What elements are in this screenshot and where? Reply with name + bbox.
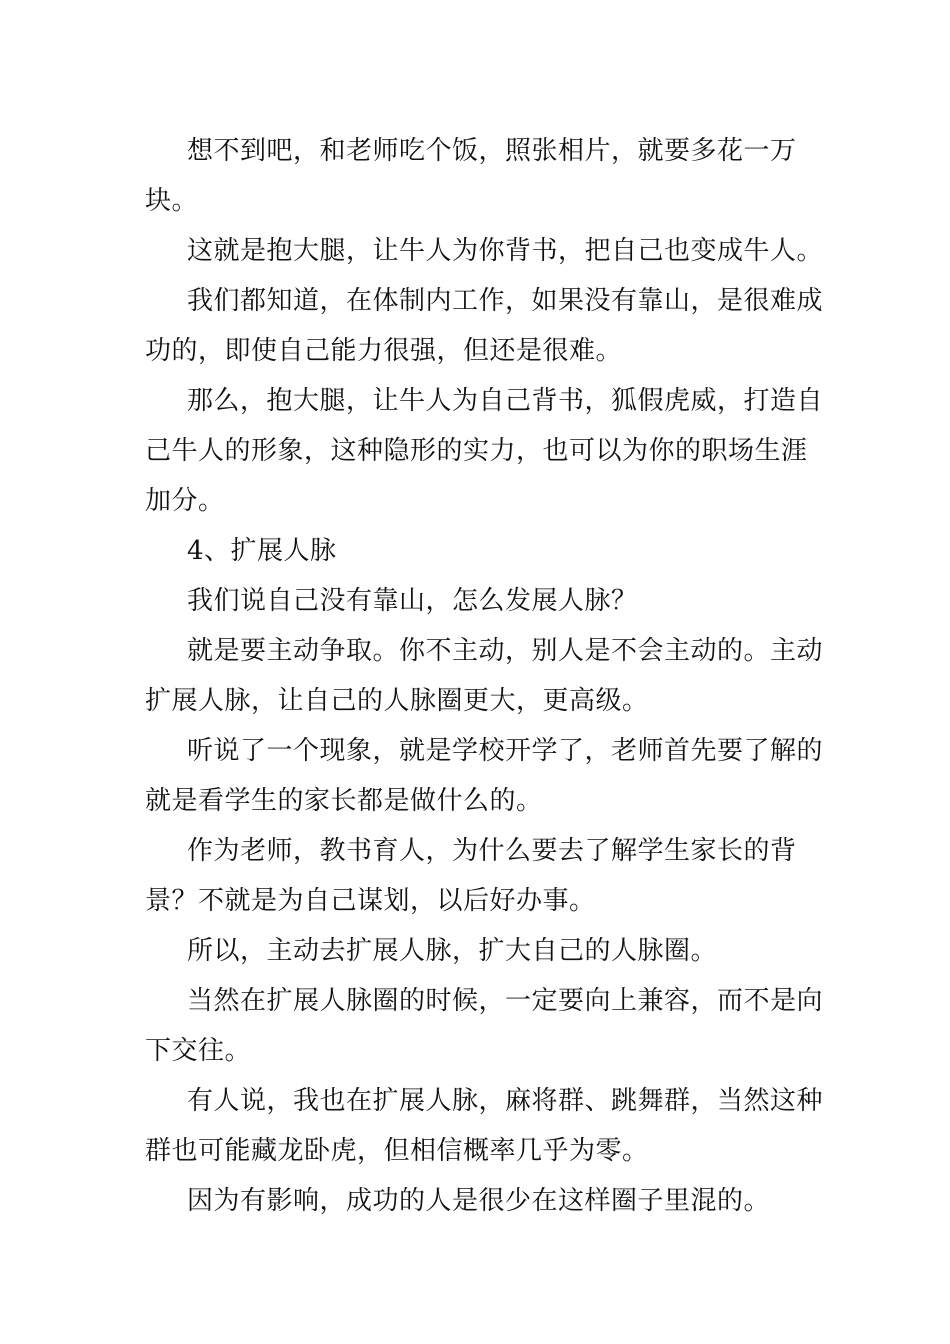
paragraph-10: 当然在扩展人脉圈的时候，一定要向上兼容，而不是向下交往。 [145, 986, 824, 1066]
paragraph-12: 因为有影响，成功的人是很少在这样圈子里混的。 [187, 1186, 771, 1216]
section-heading: 4、扩展人脉 [187, 536, 337, 566]
paragraph-1: 想不到吧，和老师吃个饭，照张相片，就要多花一万块。 [145, 136, 797, 216]
paragraph-9: 所以，主动去扩展人脉，扩大自己的人脉圈。 [187, 936, 718, 966]
paragraph-4: 那么，抱大腿，让牛人为自己背书，狐假虎威，打造自己牛人的形象，这种隐形的实力，也可以为你的职场生涯加分。 [145, 386, 824, 516]
paragraph-7: 听说了一个现象，就是学校开学了，老师首先要了解的就是看学生的家长都是做什么的。 [145, 736, 824, 816]
paragraph-6: 就是要主动争取。你不主动，别人是不会主动的。主动扩展人脉，让自己的人脉圈更大，更高级。 [145, 636, 824, 716]
paragraph-3: 我们都知道，在体制内工作，如果没有靠山，是很难成功的，即使自己能力很强，但还是很难。 [145, 286, 824, 366]
paragraph-11: 有人说，我也在扩展人脉，麻将群、跳舞群，当然这种群也可能藏龙卧虎，但相信概率几乎为零。 [145, 1086, 824, 1166]
paragraph-2: 这就是抱大腿，让牛人为你背书，把自己也变成牛人。 [187, 236, 824, 266]
paragraph-5: 我们说自己没有靠山，怎么发展人脉？ [187, 586, 638, 616]
paragraph-8: 作为老师，教书育人，为什么要去了解学生家长的背景？不就是为自己谋划，以后好办事。 [145, 836, 797, 916]
